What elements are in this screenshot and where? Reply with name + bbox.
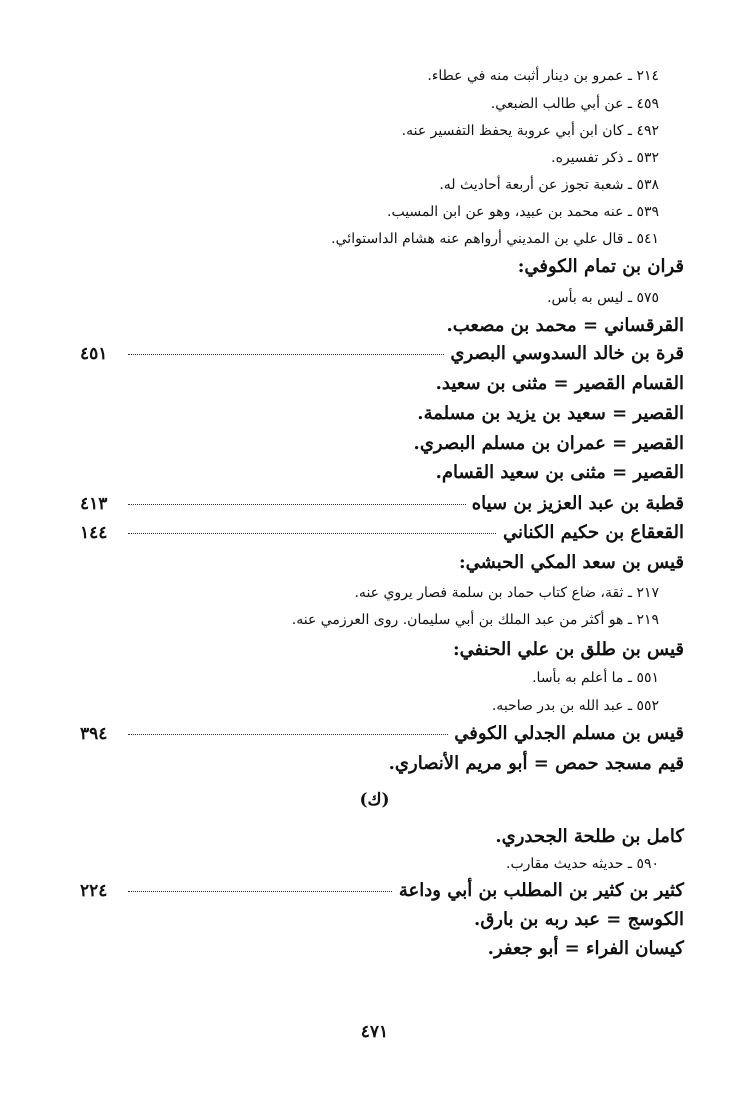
entry-page-number: ٣٩٤: [80, 719, 107, 749]
line-20: ٢١٩ ـ هو أكثر من عبد الملك بن أبي سليمان. روى العرزمي عنه.: [291, 612, 659, 628]
line-6: ٥٣٩ ـ عنه محمد بن عبيد، وهو عن ابن المسيب.: [387, 204, 659, 220]
line-4: ٥٣٢ ـ ذكر تفسيره.: [551, 150, 659, 166]
line-27: كامل بن طلحة الجحدري.: [495, 826, 684, 847]
entry-page-number: ٤١٣: [80, 489, 107, 519]
line-2: ٤٥٩ ـ عن أبي طالب الضبعي.: [490, 96, 659, 112]
line-15: القصير = مثنى بن سعيد القسام.: [435, 462, 684, 483]
entry-page-number: ٤٥١: [80, 339, 107, 369]
line-5: ٥٣٨ ـ شعبة تجوز عن أربعة أحاديث له.: [439, 177, 659, 193]
entry-name: القعقاع بن حكيم الكناني: [497, 518, 684, 548]
index-entry-3: [80, 518, 684, 548]
line-1: ٢١٤ ـ عمرو بن دينار أثبت منه في عطاء.: [427, 68, 659, 84]
entry-page-number: ١٤٤: [80, 518, 107, 548]
line-10: القرقساني = محمد بن مصعب.: [446, 315, 684, 336]
entry-name: قطبة بن عبد العزيز بن سياه: [466, 489, 684, 519]
line-28: ٥٩٠ ـ حديثه حديث مقارب.: [506, 856, 659, 872]
line-21: قيس بن طلق بن علي الحنفي:: [452, 639, 684, 660]
index-entry-2: [80, 489, 684, 519]
entry-page-number: ٢٢٤: [80, 876, 107, 906]
entry-name: قرة بن خالد السدوسي البصري: [444, 339, 684, 369]
line-31: كيسان الفراء = أبو جعفر.: [487, 938, 684, 959]
line-9: ٥٧٥ ـ ليس به بأس.: [547, 290, 659, 306]
line-25: قيم مسجد حمص = أبو مريم الأنصاري.: [388, 753, 684, 774]
entry-name: قيس بن مسلم الجدلي الكوفي: [448, 719, 684, 749]
line-30: الكوسج = عبد ربه بن بارق.: [474, 909, 684, 930]
section-heading: (ك): [359, 790, 390, 810]
line-23: ٥٥٢ ـ عبد الله بن بدر صاحبه.: [491, 698, 659, 714]
line-3: ٤٩٢ ـ كان ابن أبي عروبة يحفظ التفسير عنه.: [401, 123, 659, 139]
index-entry-4: [80, 719, 684, 749]
line-22: ٥٥١ ـ ما أعلم به بأسا.: [532, 670, 659, 686]
line-19: ٢١٧ ـ ثقة، ضاع كتاب حماد بن سلمة فصار يروي عنه.: [354, 585, 659, 601]
index-entry-1: [80, 339, 684, 369]
line-12: القسام القصير = مثنى بن سعيد.: [435, 373, 684, 394]
line-13: القصير = سعيد بن يزيد بن مسلمة.: [417, 403, 684, 424]
entry-name: كثير بن كثير بن المطلب بن أبي وداعة: [393, 876, 684, 906]
line-7: ٥٤١ ـ قال علي بن المديني أرواهم عنه هشام الداستوائي.: [331, 231, 659, 247]
line-14: القصير = عمران بن مسلم البصري.: [413, 433, 684, 454]
page-number: ٤٧١: [360, 1022, 389, 1042]
line-18: قيس بن سعد المكي الحبشي:: [458, 552, 684, 573]
index-entry-5: [80, 876, 684, 906]
line-8: قران بن تمام الكوفي:: [517, 256, 684, 277]
